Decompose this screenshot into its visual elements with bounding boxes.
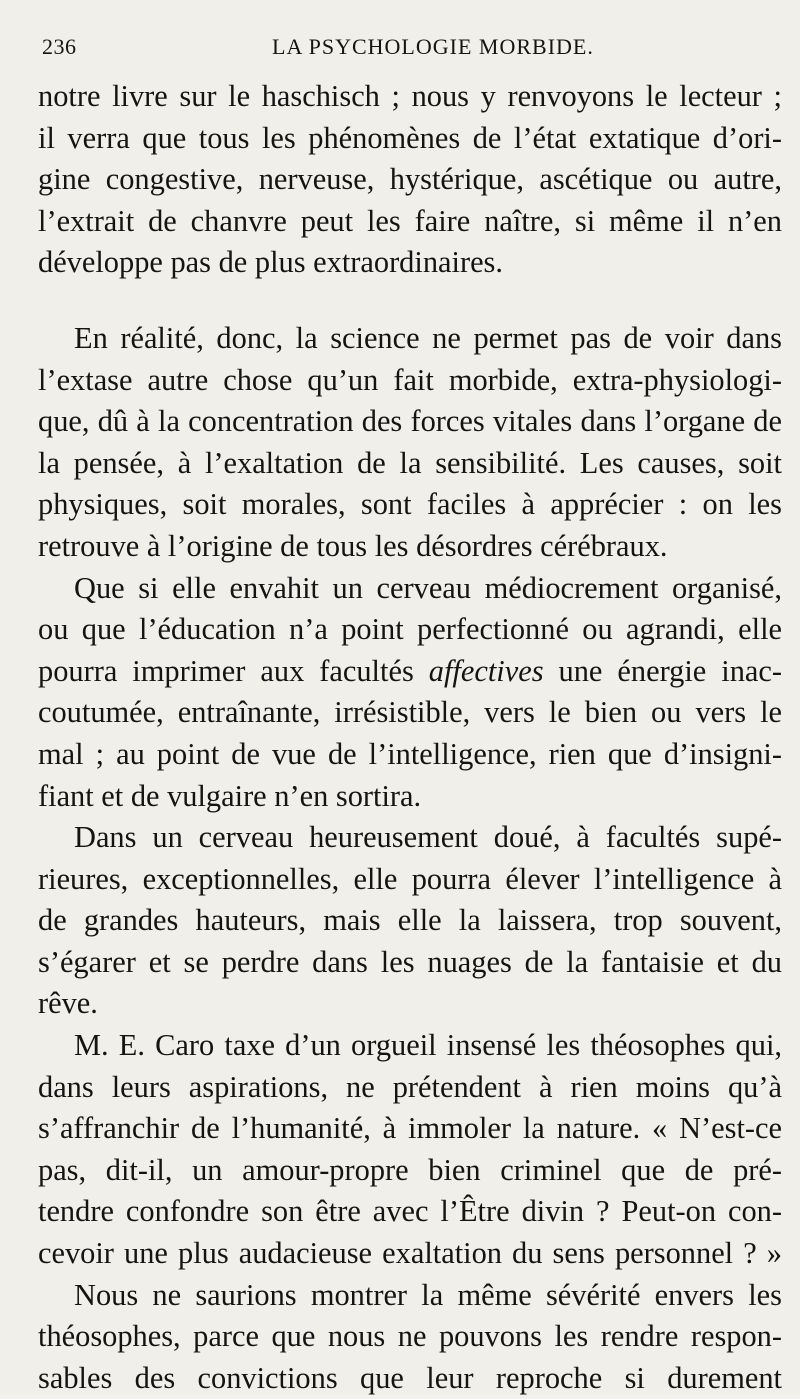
text-line: Que si elle envahit un cerveau médiocrement organisé, [74,570,782,605]
italic-word: affectives [428,653,544,688]
paragraph-gap [38,284,782,318]
text-segment: une énergie inac- [543,653,782,688]
text-line: coutumée, entraînante, irrésistible, vers le bien ou vers le [38,695,782,730]
text-line: retrouve à l’origine de tous les désordres cérébraux. [38,528,668,563]
text-line: fiant et de vulgaire n’en sortira. [38,778,422,813]
text-segment: pourra imprimer aux facultés [38,653,429,688]
text-line: la pensée, à l’exaltation de la sensibilité. Les causes, soit [38,445,782,480]
text-line: mal ; au point de vue de l’intelligence, rien que d’insigni- [38,736,782,771]
text-line: rêve. [38,986,98,1021]
text-line: il verra que tous les phénomènes de l’état extatique d’ori- [38,120,782,155]
text-line: tendre confondre son être avec l’Être divin ? Peut-on con- [38,1194,782,1229]
text-line: de grandes hauteurs, mais elle la laissera, trop souvent, [38,903,782,938]
text-line: théosophes, parce que nous ne pouvons les rendre respon- [38,1319,782,1354]
text-line: sables des convictions que leur reproche si durement [38,1360,782,1395]
text-line: En réalité, donc, la science ne permet pas de voir dans [74,320,782,355]
text-line: l’extrait de chanvre peut les faire naître, si même il n’en [38,203,782,238]
text-line: gine congestive, nerveuse, hystérique, ascétique ou autre, [38,162,782,197]
text-line: ou que l’éducation n’a point perfectionné ou agrandi, elle [38,612,782,647]
text-line: Dans un cerveau heureusement doué, à facultés supé- [74,820,782,855]
page-header [42,34,780,70]
text-line: M. E. Caro taxe d’un orgueil insensé les théosophes qui, [74,1028,782,1063]
text-line: notre livre sur le haschisch ; nous y renvoyons le lecteur ; [38,79,782,113]
text-line: s’égarer et se perdre dans les nuages de la fantaisie et du [38,944,782,979]
text-line: pas, dit-il, un amour-propre bien criminel que de pré- [38,1152,782,1187]
text-line: cevoir une plus audacieuse exaltation du sens personnel ? » [38,1236,782,1271]
page-number: 236 [42,34,77,59]
text-line: Nous ne saurions montrer la même sévérité envers les [74,1277,782,1312]
text-line [38,651,782,693]
text-line: que, dû à la concentration des forces vitales dans l’organe de [38,404,782,439]
text-line: dans leurs aspirations, ne prétendent à rien moins qu’à [38,1069,782,1104]
running-title: LA PSYCHOLOGIE MORBIDE. [272,34,594,59]
text-line: physiques, soit morales, sont faciles à apprécier : on les [38,487,782,522]
text-line: développe pas de plus extraordinaires. [38,245,503,280]
body-text [38,76,782,1399]
text-line: l’extase autre chose qu’un fait morbide, extra-physiologi- [38,362,782,397]
text-line: rieures, exceptionnelles, elle pourra élever l’intelligence à [38,861,782,896]
text-line: s’affranchir de l’humanité, à immoler la nature. « N’est-ce [38,1111,782,1146]
